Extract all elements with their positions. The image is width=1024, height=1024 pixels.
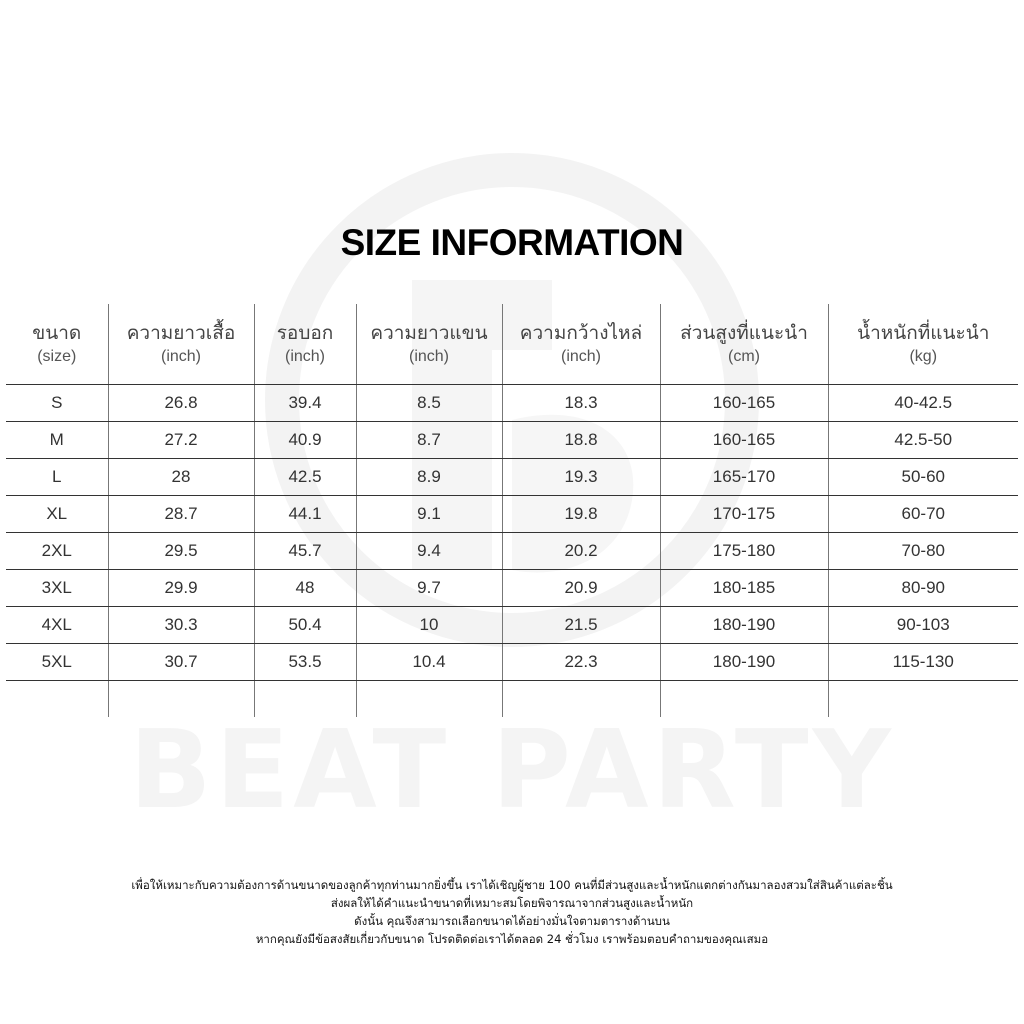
column-header — [356, 304, 502, 385]
table-cell: 27.2 — [108, 422, 254, 459]
size-label-cell: M — [6, 422, 108, 459]
column-header-unit: (inch) — [160, 348, 201, 365]
table-cell: 70-80 — [828, 533, 1018, 570]
column-header-label: ความยาวเสื้อ — [126, 322, 236, 344]
size-note — [0, 876, 1024, 948]
table-cell: 50.4 — [254, 607, 356, 644]
table-cell: 18.8 — [502, 422, 660, 459]
column-header — [502, 304, 660, 385]
table-cell: 9.1 — [356, 496, 502, 533]
size-label-cell: S — [6, 385, 108, 422]
table-cell: 48 — [254, 570, 356, 607]
table-cell-empty — [6, 681, 108, 718]
table-cell: 20.9 — [502, 570, 660, 607]
table-cell: 160-165 — [660, 385, 828, 422]
table-cell: 28.7 — [108, 496, 254, 533]
column-header — [254, 304, 356, 385]
size-label-cell: 5XL — [6, 644, 108, 681]
table-cell: 30.3 — [108, 607, 254, 644]
table-cell: 39.4 — [254, 385, 356, 422]
column-header — [6, 304, 108, 385]
table-cell: 175-180 — [660, 533, 828, 570]
table-cell: 40-42.5 — [828, 385, 1018, 422]
note-line-2: ส่งผลให้ได้คำแนะนำขนาดที่เหมาะสมโดยพิจารณาจากส่วนสูงและน้ำหนัก — [330, 896, 694, 910]
table-cell-empty — [502, 681, 660, 718]
column-header-label: ความยาวแขน — [370, 322, 488, 344]
table-cell: 8.5 — [356, 385, 502, 422]
column-header-unit: (size) — [37, 348, 77, 365]
table-cell: 29.9 — [108, 570, 254, 607]
table-body — [6, 385, 1018, 718]
size-label-cell: XL — [6, 496, 108, 533]
table-row — [6, 607, 1018, 644]
table-row — [6, 533, 1018, 570]
table-cell-empty — [356, 681, 502, 718]
table-cell: 19.8 — [502, 496, 660, 533]
table-row — [6, 422, 1018, 459]
table-cell: 8.7 — [356, 422, 502, 459]
table-cell: 180-185 — [660, 570, 828, 607]
table-cell: 180-190 — [660, 644, 828, 681]
table-cell: 170-175 — [660, 496, 828, 533]
table-cell: 90-103 — [828, 607, 1018, 644]
table-cell: 80-90 — [828, 570, 1018, 607]
column-header-unit: (inch) — [408, 348, 449, 365]
size-label-cell: L — [6, 459, 108, 496]
table-cell: 19.3 — [502, 459, 660, 496]
table-row — [6, 459, 1018, 496]
table-cell: 160-165 — [660, 422, 828, 459]
table-cell-empty — [108, 681, 254, 718]
table-cell: 165-170 — [660, 459, 828, 496]
table-cell: 42.5-50 — [828, 422, 1018, 459]
table-cell: 29.5 — [108, 533, 254, 570]
column-header — [828, 304, 1018, 385]
size-label-cell: 4XL — [6, 607, 108, 644]
table-cell: 44.1 — [254, 496, 356, 533]
table-row — [6, 570, 1018, 607]
column-header-unit: (kg) — [909, 348, 938, 365]
table-header-row — [6, 304, 1018, 385]
size-label-cell: 2XL — [6, 533, 108, 570]
table-cell: 50-60 — [828, 459, 1018, 496]
table-cell: 8.9 — [356, 459, 502, 496]
note-line-3: ดังนั้น คุณจึงสามารถเลือกขนาดได้อย่างมั่นใจตามตารางด้านบน — [354, 914, 670, 928]
table-cell: 42.5 — [254, 459, 356, 496]
table-cell: 10.4 — [356, 644, 502, 681]
page-title: SIZE INFORMATION — [340, 222, 684, 263]
table-cell: 22.3 — [502, 644, 660, 681]
note-line-4: หากคุณยังมีข้อสงสัยเกี่ยวกับขนาด โปรดติดต่อเราได้ตลอด 24 ชั่วโมง เราพร้อมตอบคำถามของคุณเสมอ — [255, 932, 769, 946]
table-cell: 40.9 — [254, 422, 356, 459]
table-cell-empty — [254, 681, 356, 718]
column-header-unit: (inch) — [560, 348, 601, 365]
table-cell: 45.7 — [254, 533, 356, 570]
table-cell: 60-70 — [828, 496, 1018, 533]
column-header-label: รอบอก — [276, 322, 334, 344]
table-cell: 10 — [356, 607, 502, 644]
table-cell: 180-190 — [660, 607, 828, 644]
column-header-unit: (inch) — [284, 348, 325, 365]
table-empty-row — [6, 681, 1018, 718]
brand-watermark-text: BEAT PARTY — [129, 708, 895, 833]
table-cell: 30.7 — [108, 644, 254, 681]
table-cell: 53.5 — [254, 644, 356, 681]
table-cell: 9.4 — [356, 533, 502, 570]
column-header-label: น้ำหนักที่แนะนำ — [857, 322, 990, 344]
table-cell: 28 — [108, 459, 254, 496]
size-label-cell: 3XL — [6, 570, 108, 607]
column-header-unit: (cm) — [728, 348, 760, 365]
table-row — [6, 644, 1018, 681]
table-row — [6, 385, 1018, 422]
size-table — [6, 304, 1018, 717]
table-row — [6, 496, 1018, 533]
column-header-label: ขนาด — [32, 322, 82, 344]
column-header-label: ความกว้างไหล่ — [519, 322, 643, 344]
table-cell: 18.3 — [502, 385, 660, 422]
table-cell: 20.2 — [502, 533, 660, 570]
column-header — [660, 304, 828, 385]
table-cell: 115-130 — [828, 644, 1018, 681]
table-cell: 21.5 — [502, 607, 660, 644]
note-line-1: เพื่อให้เหมาะกับความต้องการด้านขนาดของลูกค้าทุกท่านมากยิ่งขึ้น เราได้เชิญผู้ชาย 100 คนที่มีส่วนสูงและน้ำหนักแตกต่างกันมาลองสวมใส่สินค้าแต่ละชิ้น — [131, 878, 893, 892]
column-header-label: ส่วนสูงที่แนะนำ — [680, 322, 808, 344]
table-cell: 26.8 — [108, 385, 254, 422]
table-cell: 9.7 — [356, 570, 502, 607]
column-header — [108, 304, 254, 385]
table-cell-empty — [660, 681, 828, 718]
table-cell-empty — [828, 681, 1018, 718]
